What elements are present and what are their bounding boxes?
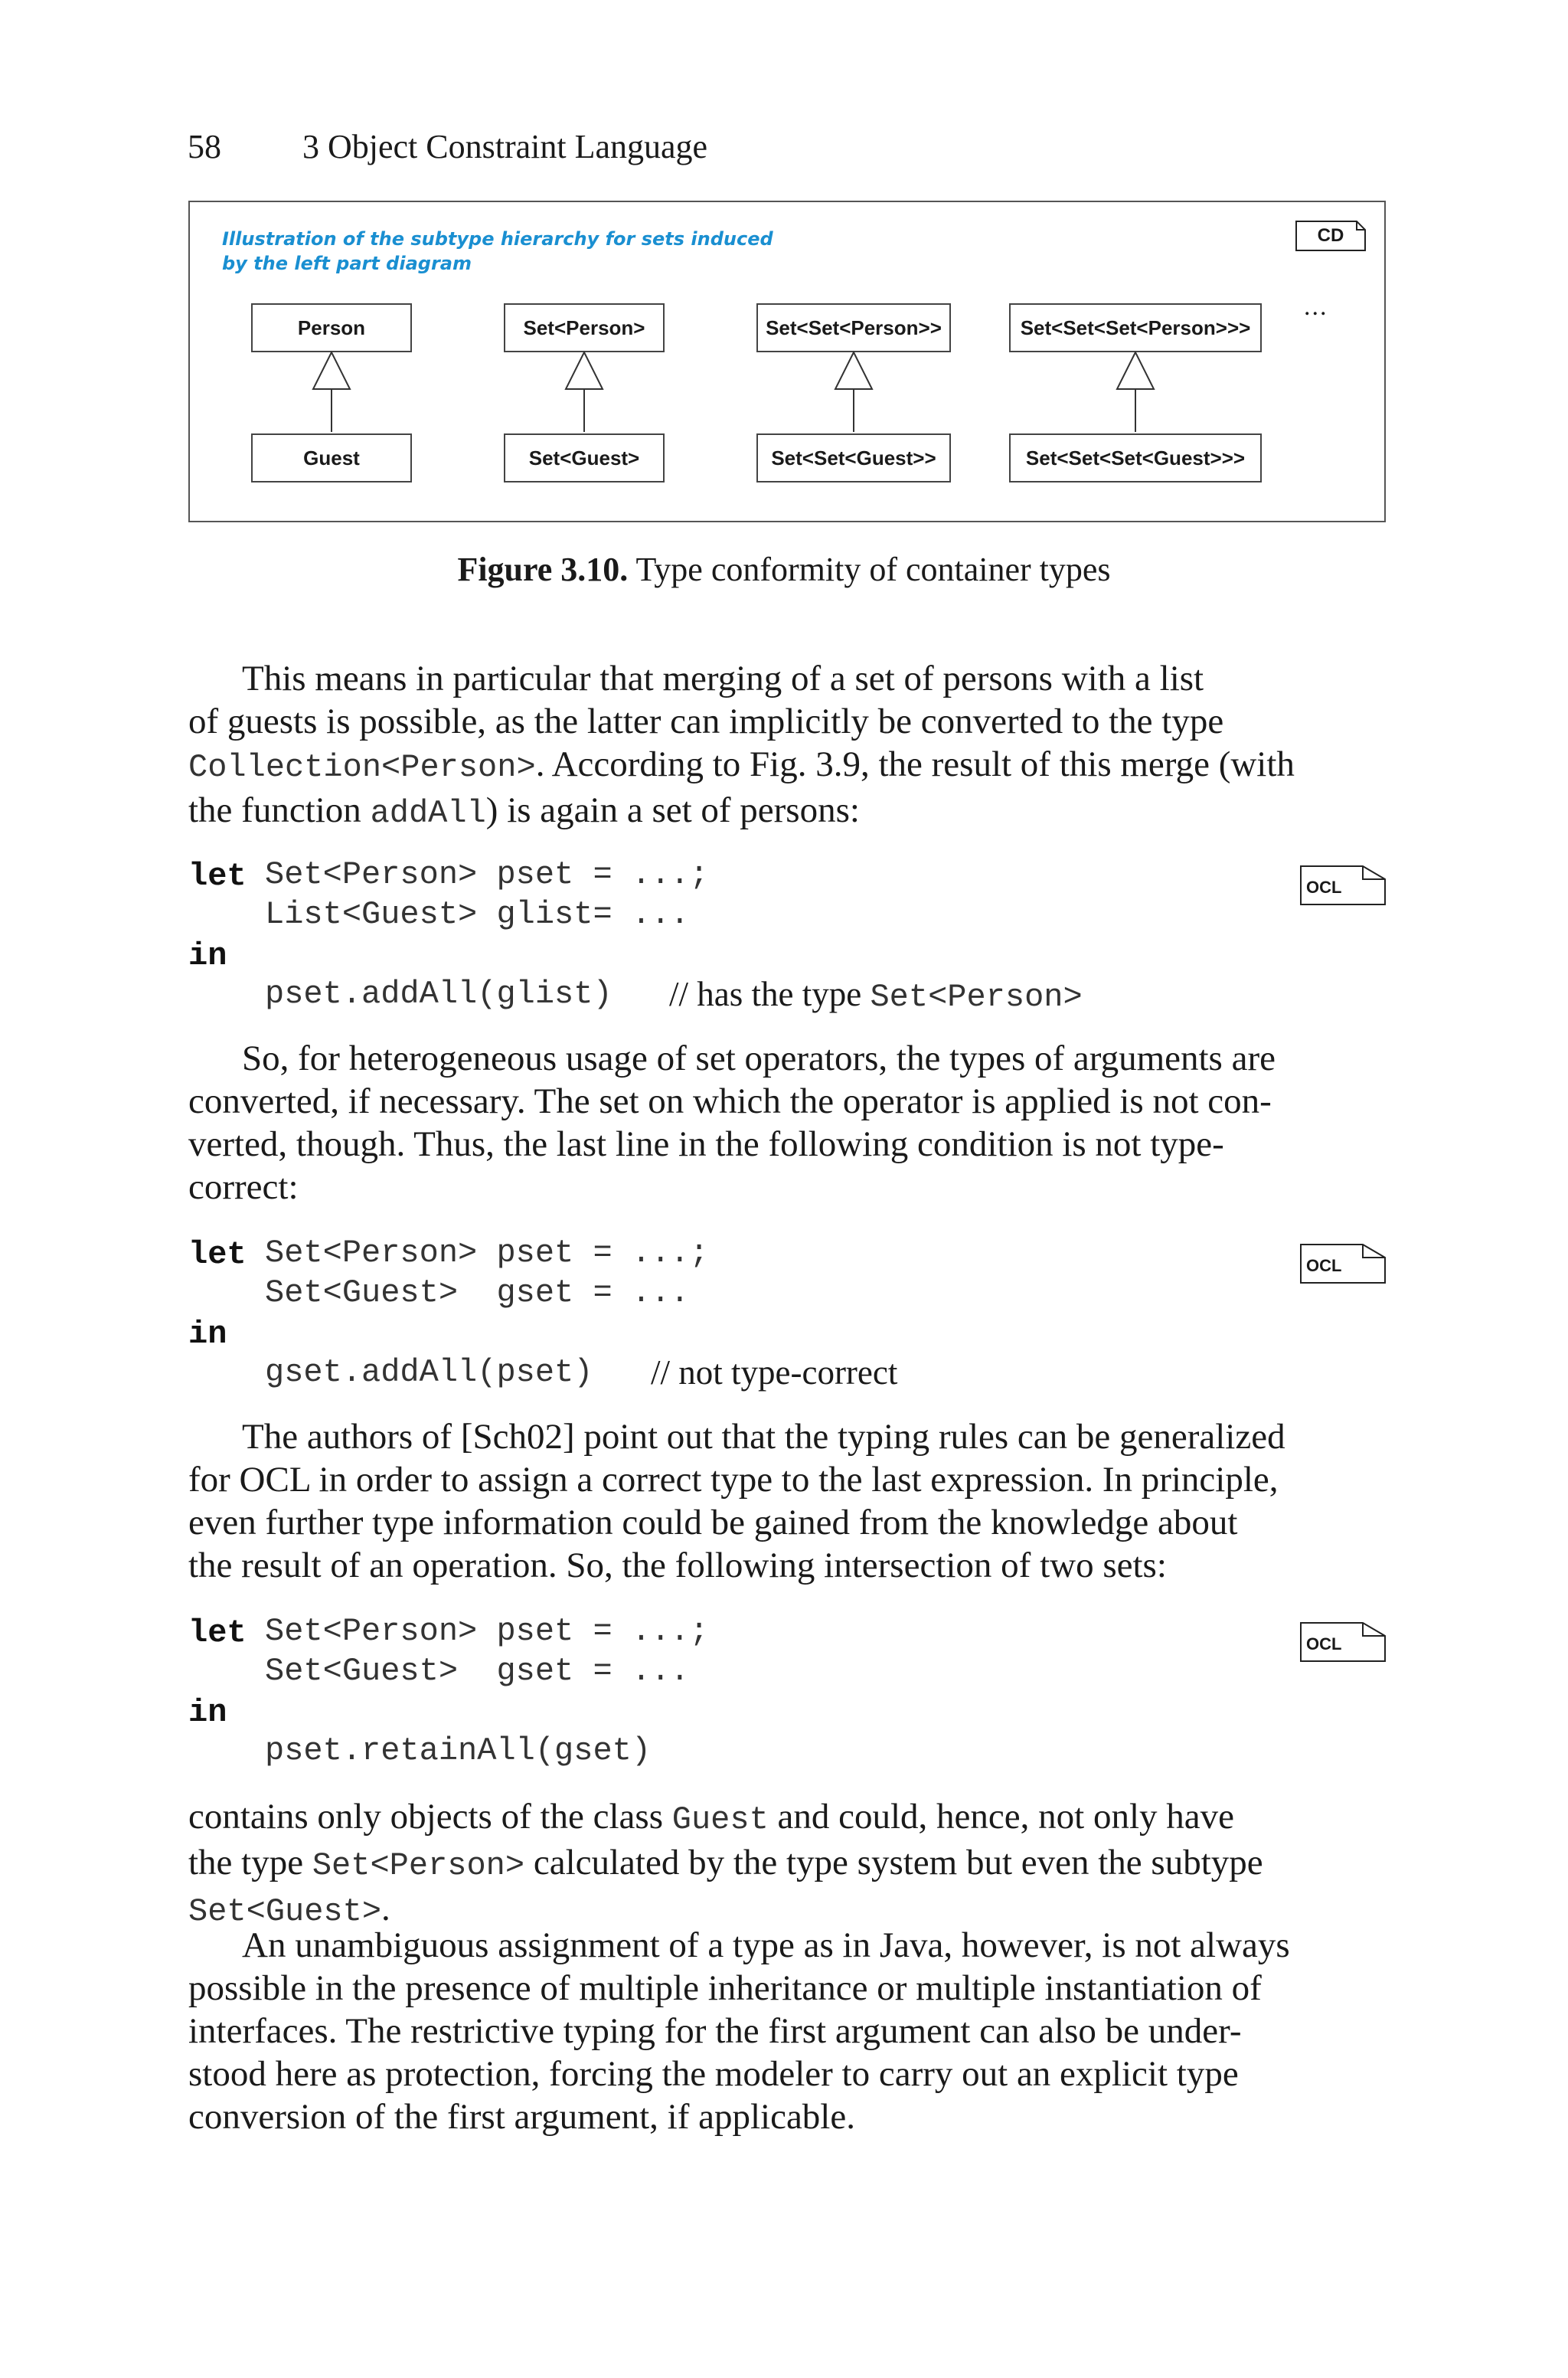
inheritance-arrow — [834, 351, 874, 433]
code-line: Set<Person> pset = ...; — [265, 1235, 709, 1271]
inline-code: Set<Person> — [870, 979, 1083, 1016]
comment-text: // has the type — [669, 975, 871, 1013]
paragraph-line: of guests is possible, as the latter can implicitly be converted to the type — [188, 702, 1224, 741]
figure-caption-label: Figure 3.10. — [457, 551, 629, 588]
diagram-note-line: Illustration of the subtype hierarchy for sets induced — [222, 228, 773, 250]
inheritance-arrow — [312, 351, 351, 433]
diagram-note — [222, 227, 773, 276]
keyword-let: let — [188, 1614, 247, 1651]
keyword-let: let — [188, 1236, 247, 1273]
code-line: pset.retainAll(gset) — [265, 1732, 652, 1769]
inline-code: Set<Person> — [312, 1847, 525, 1884]
keyword-in: in — [188, 937, 227, 974]
page-number: 58 — [188, 128, 221, 165]
ocl-tag-label: OCL — [1306, 1256, 1342, 1275]
code-line — [188, 856, 247, 895]
code-comment — [651, 1353, 897, 1392]
class-box-set-set-person: Set<Set<Person>> — [756, 303, 951, 352]
paragraph — [188, 657, 1386, 835]
ocl-tag-icon — [1300, 865, 1386, 905]
paragraph-text: contains only objects of the class — [188, 1797, 672, 1837]
code-line: gset.addAll(pset) — [265, 1354, 593, 1391]
class-box-person: Person — [251, 303, 412, 352]
code-line: Set<Person> pset = ...; — [265, 856, 709, 893]
ocl-tag-label: OCL — [1306, 1634, 1342, 1653]
code-line — [188, 1693, 227, 1731]
inline-code: Guest — [671, 1801, 769, 1838]
running-header — [188, 127, 707, 166]
diagram-note-line: by the left part diagram — [222, 253, 472, 274]
paragraph-line: This means in particular that merging of a set of persons with a list — [242, 659, 1204, 698]
paragraph-line — [188, 789, 1386, 835]
ocl-code-block — [188, 856, 1386, 1025]
code-line: List<Guest> glist= ... — [265, 896, 690, 933]
class-box-set-set-set-person: Set<Set<Set<Person>>> — [1009, 303, 1262, 352]
paragraph-line: interfaces. The restrictive typing for the first argument can also be under- — [188, 2011, 1242, 2051]
paragraph-line — [188, 743, 1386, 789]
paragraph-line: stood here as protection, forcing the modeler to carry out an explicit type — [188, 2054, 1239, 2094]
paragraph-line: for OCL in order to assign a correct type to the last expression. In principle, — [188, 1460, 1279, 1500]
paragraph-line: even further type information could be gained from the knowledge about — [188, 1503, 1238, 1542]
code-line — [188, 1235, 247, 1273]
paragraph-line: The authors of [Sch02] point out that the typing rules can be generalized — [242, 1417, 1285, 1457]
code-line — [188, 1314, 227, 1353]
code-comment — [669, 974, 1083, 1016]
paragraph-text: calculated by the type system but even the subtype — [524, 1843, 1263, 1882]
code-line: Set<Guest> gset = ... — [265, 1274, 690, 1311]
comment-text: // not type-correct — [651, 1353, 898, 1392]
chapter-title: 3 Object Constraint Language — [302, 128, 708, 165]
keyword-in: in — [188, 1316, 227, 1353]
paragraph — [188, 1924, 1386, 2138]
figure-caption-text: Type conformity of container types — [628, 551, 1111, 588]
paragraph-text: . According to Fig. 3.9, the result of this merge (with — [535, 744, 1295, 784]
paragraph-text: ) is again a set of persons: — [485, 790, 860, 830]
class-box-set-guest: Set<Guest> — [504, 433, 665, 482]
code-line: Set<Guest> gset = ... — [265, 1653, 690, 1689]
paragraph — [188, 1795, 1386, 1933]
code-line — [188, 1613, 247, 1651]
paragraph-line — [188, 1795, 1386, 1841]
paragraph-line: verted, though. Thus, the last line in the following condition is not type- — [188, 1124, 1224, 1164]
class-box-set-set-set-guest: Set<Set<Set<Guest>>> — [1009, 433, 1262, 482]
cd-tag-icon — [1295, 221, 1366, 251]
paragraph-text: and could, hence, not only have — [768, 1797, 1234, 1837]
paragraph-line: the result of an operation. So, the following intersection of two sets: — [188, 1546, 1167, 1585]
paragraph-text: the type — [188, 1843, 312, 1882]
paragraph-line: So, for heterogeneous usage of set operators, the types of arguments are — [242, 1039, 1276, 1078]
paragraph-text: the function — [188, 790, 371, 830]
keyword-let: let — [188, 858, 247, 895]
code-line: pset.addAll(glist) — [265, 976, 612, 1012]
code-line — [188, 936, 227, 974]
paragraph-line: An unambiguous assignment of a type as in Java, however, is not always — [242, 1925, 1290, 1965]
inheritance-arrow — [1116, 351, 1155, 433]
class-diagram-figure — [188, 201, 1386, 522]
inheritance-arrow — [564, 351, 604, 433]
paragraph-line: conversion of the first argument, if applicable. — [188, 2097, 855, 2137]
paragraph-text: . — [381, 1889, 390, 1928]
ocl-code-block — [188, 1613, 1386, 1781]
figure-caption — [0, 550, 1568, 589]
class-box-guest: Guest — [251, 433, 412, 482]
paragraph-line: possible in the presence of multiple inheritance or multiple instantiation of — [188, 1968, 1262, 2008]
code-line: Set<Person> pset = ...; — [265, 1613, 709, 1650]
keyword-in: in — [188, 1694, 227, 1731]
ocl-tag-icon — [1300, 1244, 1386, 1284]
cd-tag-label: CD — [1317, 225, 1344, 246]
ellipsis: ... — [1304, 293, 1328, 321]
inline-code: Set<Guest> — [188, 1893, 382, 1930]
paragraph-line — [188, 1841, 1386, 1887]
ocl-tag-label: OCL — [1306, 878, 1342, 897]
class-box-set-person: Set<Person> — [504, 303, 665, 352]
paragraph — [188, 1037, 1386, 1209]
inline-code: Collection<Person> — [188, 749, 536, 786]
ocl-code-block — [188, 1235, 1386, 1403]
paragraph-line: converted, if necessary. The set on which the operator is applied is not con- — [188, 1081, 1272, 1121]
ocl-tag-icon — [1300, 1622, 1386, 1662]
inline-code: addAll — [370, 795, 486, 832]
class-box-set-set-guest: Set<Set<Guest>> — [756, 433, 951, 482]
paragraph-line: correct: — [188, 1167, 299, 1207]
paragraph — [188, 1415, 1386, 1587]
